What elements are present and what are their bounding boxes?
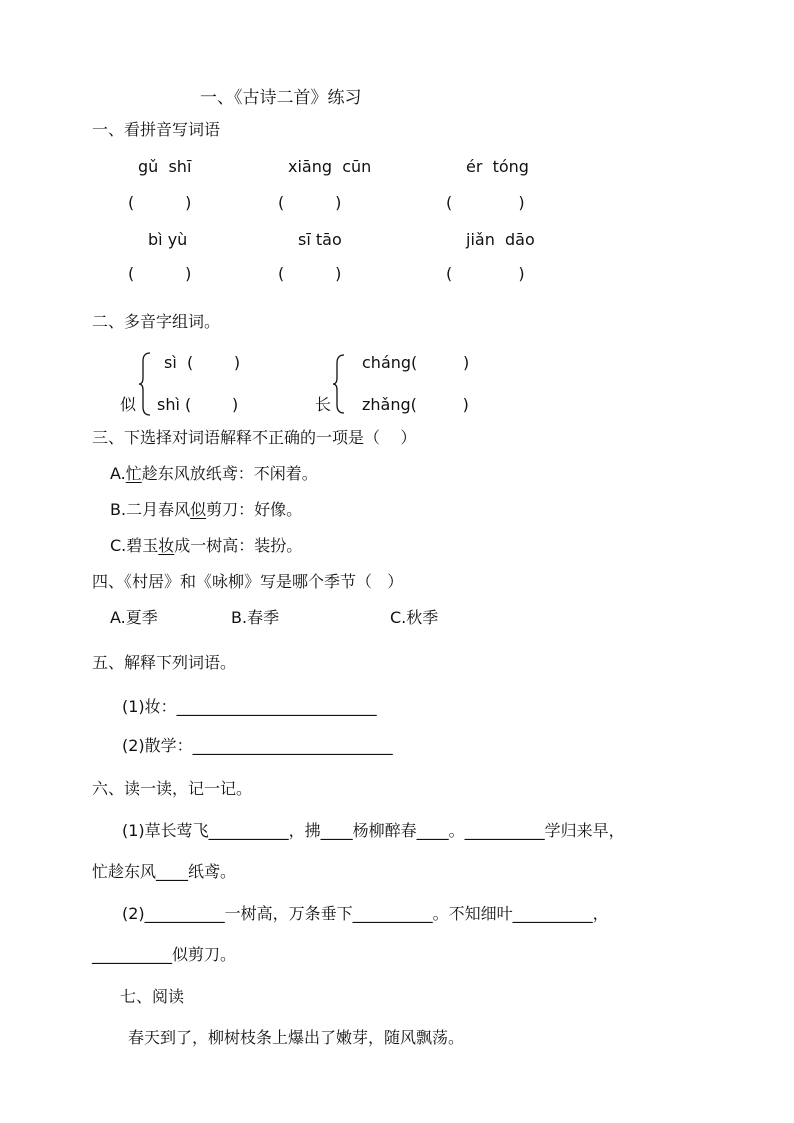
- pinyin-gu-shi: gǔ shī: [138, 157, 192, 176]
- polyphone-shi-line[interactable]: shì ( ): [157, 395, 239, 414]
- fill-line-3[interactable]: (2)__________一树高，万条垂下__________。不知细叶__________，: [122, 904, 609, 923]
- polyphone-zhang-line[interactable]: zhǎng( ): [362, 395, 469, 414]
- option-c[interactable]: C.碧玉妆成一树高：装扮。: [110, 536, 303, 555]
- brace-icon: [332, 354, 346, 414]
- answer-box-4[interactable]: ( ): [128, 264, 192, 283]
- section-5-heading: 五、解释下列词语。: [92, 653, 237, 672]
- season-option-c[interactable]: C.秋季: [390, 608, 439, 627]
- fill-line-2[interactable]: 忙趁东风____纸鸢。: [92, 862, 237, 881]
- reading-paragraph: 春天到了，柳树枝条上爆出了嫩芽，随风飘荡。: [128, 1028, 465, 1047]
- pinyin-bi-yu: bì yù: [148, 230, 188, 249]
- answer-box-2[interactable]: ( ): [278, 193, 342, 212]
- section-6-heading: 六、读一读，记一记。: [92, 779, 253, 798]
- answer-box-6[interactable]: ( ): [446, 264, 525, 283]
- pinyin-er-tong: ér tóng: [466, 157, 529, 176]
- pinyin-xiang-cun: xiāng cūn: [288, 157, 372, 176]
- answer-box-5[interactable]: ( ): [278, 264, 342, 283]
- pinyin-jian-dao: jiǎn dāo: [466, 230, 535, 249]
- polyphone-si-line[interactable]: sì ( ): [164, 353, 241, 372]
- option-a[interactable]: A.忙趁东风放纸鸢：不闲着。: [110, 464, 318, 483]
- section-3-heading[interactable]: 三、下选择对词语解释不正确的一项是（ ）: [92, 428, 417, 447]
- answer-box-3[interactable]: ( ): [446, 193, 525, 212]
- section-7-heading: 七、阅读: [120, 987, 185, 1006]
- explain-item-2[interactable]: (2)散学：_________________________: [122, 736, 393, 755]
- section-2-heading: 二、多音字组词。: [92, 312, 221, 331]
- polyphone-chang-line[interactable]: cháng( ): [362, 353, 470, 372]
- section-1-heading: 一、看拼音写词语: [92, 120, 221, 139]
- season-option-a[interactable]: A.夏季: [110, 608, 158, 627]
- brace-icon: [138, 352, 152, 416]
- explain-item-1[interactable]: (1)妆：_________________________: [122, 697, 377, 716]
- page-title: 一、《古诗二首》练习: [200, 88, 362, 108]
- season-option-b[interactable]: B.春季: [231, 608, 280, 627]
- fill-line-1[interactable]: (1)草长莺飞__________，拂____杨柳醉春____。__________学归来早，: [122, 821, 625, 840]
- polyphone-char-si: 似: [120, 395, 137, 414]
- answer-box-1[interactable]: ( ): [128, 193, 192, 212]
- fill-line-4[interactable]: __________似剪刀。: [92, 945, 237, 964]
- section-4-heading[interactable]: 四、《村居》和《咏柳》写是哪个季节（ ）: [92, 572, 404, 591]
- polyphone-char-chang: 长: [315, 395, 332, 414]
- option-b[interactable]: B.二月春风似剪刀：好像。: [110, 500, 303, 519]
- pinyin-si-tao: sī tāo: [298, 230, 342, 249]
